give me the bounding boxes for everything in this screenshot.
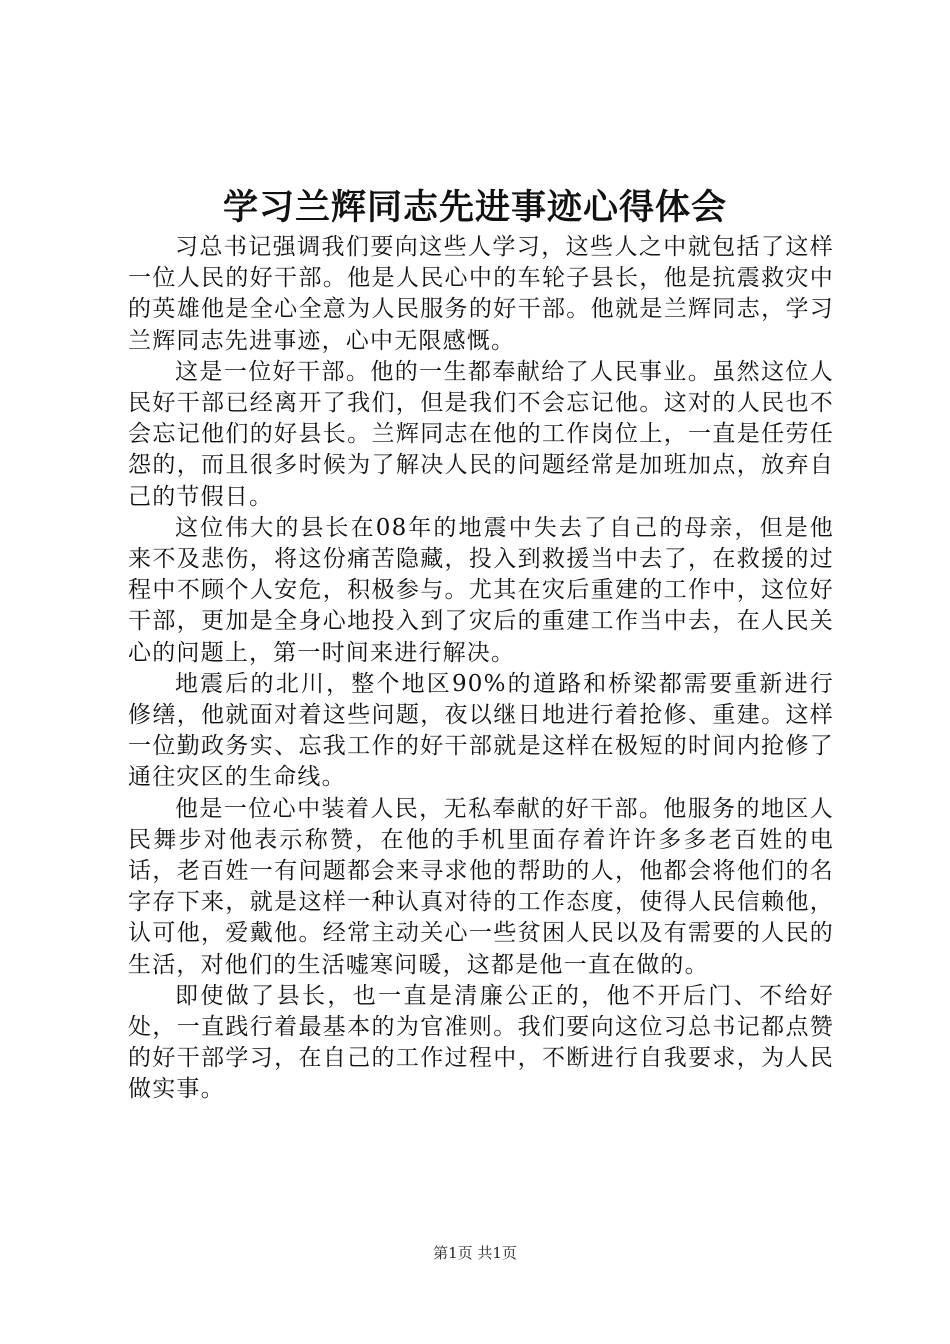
document-body bbox=[128, 232, 834, 1106]
page-footer: 第1页 共1页 bbox=[433, 1244, 517, 1262]
paragraph: 即使做了县长，也一直是清廉公正的，他不开后门、不给好处，一直践行着最基本的为官准则。我们要向这位习总书记都点赞的好干部学习，在自己的工作过程中，不断进行自我要求，为人民做实事。 bbox=[128, 982, 834, 1103]
paragraph: 这是一位好干部。他的一生都奉献给了人民事业。虽然这位人民好干部已经离开了我们，但是我们不会忘记他。这对的人民也不会忘记他们的好县长。兰辉同志在他的工作岗位上，一直是任劳任怨的，而且很多时候为了解决人民的问题经常是加班加点，放弃自己的节假日。 bbox=[128, 358, 834, 510]
paragraph: 他是一位心中装着人民，无私奉献的好干部。他服务的地区人民舞步对他表示称赞，在他的手机里面存着许许多多老百姓的电话，老百姓一有问题都会来寻求他的帮助的人，他都会将他们的名字存下来，就是这样一种认真对待的工作态度，使得人民信赖他，认可他，爱戴他。经常主动关心一些贫困人民以及有需要的人民的生活，对他们的生活嘘寒问暖，这都是他一直在做的。 bbox=[128, 795, 834, 978]
paragraph: 习总书记强调我们要向这些人学习，这些人之中就包括了这样一位人民的好干部。他是人民心中的车轮子县长，他是抗震救灾中的英雄他是全心全意为人民服务的好干部。他就是兰辉同志，学习兰辉同志先进事迹，心中无限感慨。 bbox=[128, 234, 834, 354]
paragraph: 地震后的北川，整个地区90%的道路和桥梁都需要重新进行修缮，他就面对着这些问题，夜以继日地进行着抢修、重建。这样一位勤政务实、忘我工作的好干部就是这样在极短的时间内抢修了通往灾区的生命线。 bbox=[128, 670, 834, 791]
paragraph: 这位伟大的县长在08年的地震中失去了自己的母亲，但是他来不及悲伤，将这份痛苦隐藏，投入到救援当中去了，在救援的过程中不顾个人安危，积极参与。尤其在灾后重建的工作中，这位好干部，更加是全身心地投入到了灾后的重建工作当中去，在人民关心的问题上，第一时间来进行解决。 bbox=[128, 514, 834, 666]
document-title: 学习兰辉同志先进事迹心得体会 bbox=[222, 187, 727, 228]
